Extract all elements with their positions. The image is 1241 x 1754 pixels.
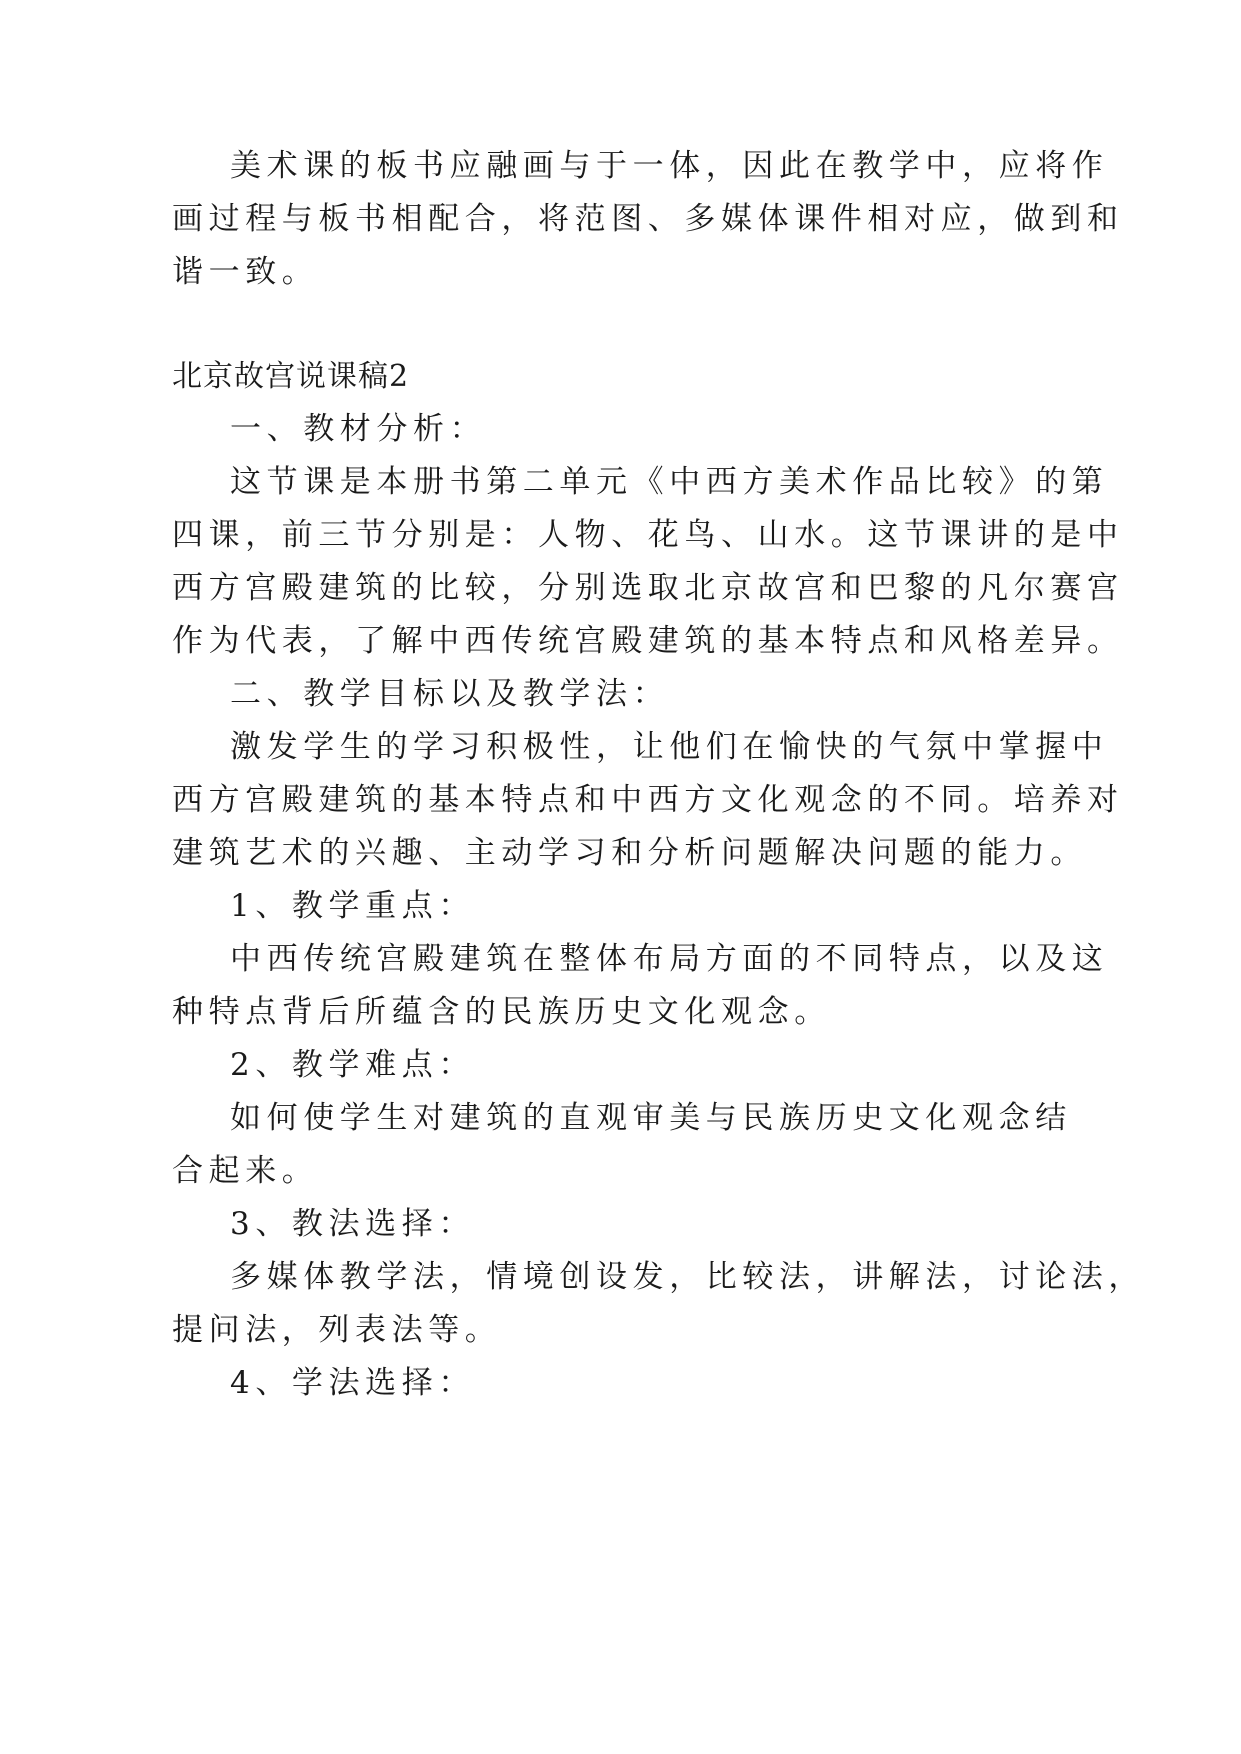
section-1-line-1: 这节课是本册书第二单元《中西方美术作品比较》的第 <box>230 464 1109 500</box>
section-2-line-2: 西方宫殿建筑的基本特点和中西方文化观念的不同。培养对 <box>172 782 1124 818</box>
section-1-heading: 一、教材分析： <box>230 411 487 447</box>
point-1-heading: 1、教学重点： <box>230 888 475 924</box>
intro-line-2: 画过程与板书相配合，将范图、多媒体课件相对应，做到和 <box>172 201 1124 237</box>
point-3-heading: 3、教法选择： <box>230 1206 475 1242</box>
point-2-heading: 2、教学难点： <box>230 1047 475 1083</box>
section-title: 北京故宫说课稿2 <box>172 359 410 394</box>
point-2-line-2: 合起来。 <box>172 1153 319 1189</box>
point-4-heading: 4、学法选择： <box>230 1365 475 1401</box>
section-2-line-1: 激发学生的学习积极性，让他们在愉快的气氛中掌握中 <box>230 729 1109 765</box>
section-1-line-4: 作为代表，了解中西传统宫殿建筑的基本特点和风格差异。 <box>172 623 1124 659</box>
point-2-line-1: 如何使学生对建筑的直观审美与民族历史文化观念结 <box>230 1100 1072 1136</box>
section-1-line-3: 西方宫殿建筑的比较，分别选取北京故宫和巴黎的凡尔赛宫 <box>172 570 1124 606</box>
intro-line-1: 美术课的板书应融画与于一体，因此在教学中，应将作 <box>230 148 1109 184</box>
intro-line-3: 谐一致。 <box>172 254 319 290</box>
point-1-line-1: 中西传统宫殿建筑在整体布局方面的不同特点，以及这 <box>230 941 1109 977</box>
section-1-line-2: 四课，前三节分别是：人物、花鸟、山水。这节课讲的是中 <box>172 517 1124 553</box>
point-3-line-2: 提问法，列表法等。 <box>172 1312 502 1348</box>
point-3-line-1: 多媒体教学法，情境创设发，比较法，讲解法，讨论法， <box>230 1259 1145 1295</box>
section-2-heading: 二、教学目标以及教学法： <box>230 676 670 712</box>
point-1-line-2: 种特点背后所蕴含的民族历史文化观念。 <box>172 994 831 1030</box>
section-2-line-3: 建筑艺术的兴趣、主动学习和分析问题解决问题的能力。 <box>172 835 1087 871</box>
